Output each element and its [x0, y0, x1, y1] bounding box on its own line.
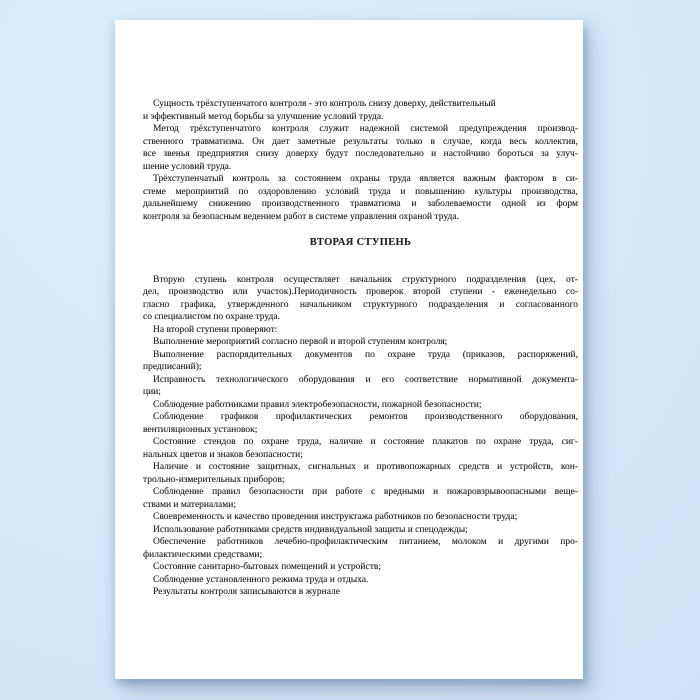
text-line: шение условий труда. — [143, 161, 232, 172]
paragraph — [143, 461, 578, 486]
text-line: ствами и материалами; — [143, 499, 236, 510]
text-line: ции; — [143, 387, 161, 397]
text-line: Выполнение мероприятий согласно первой и второй ступеням контроля; — [153, 337, 448, 347]
text-line: дел, производство или участок).Периодичность проверок второй ступени - еженедельно со- — [143, 287, 578, 297]
paragraph — [143, 411, 578, 436]
paragraph — [143, 123, 578, 173]
text-line: Выполнение распорядительных документов по охране труда (приказов, распоряжений, — [153, 349, 578, 360]
text-line: ственного травматизма. Он дает заметные результаты только в случае, когда весь коллектив, — [143, 136, 578, 147]
text-line: Использование работниками средств индивидуальной защиты и спецодежды; — [153, 524, 468, 535]
text-line: Вторую ступень контроля осуществляет начальник структурного подразделения (цех, от- — [153, 274, 578, 285]
text-line: Результаты контроля записываются в журнале — [153, 587, 340, 597]
paragraph — [143, 436, 578, 461]
text-line: Соблюдение установленного режима труда и отдыха. — [153, 574, 369, 585]
text-line: Состояние санитарно-бытовых помещений и устройств; — [153, 562, 382, 572]
text-line: филактическими средствами; — [143, 549, 263, 560]
text-line: Соблюдение графиков профилактических ремонтов производственного оборудования, — [153, 412, 578, 422]
text-line: все звенья предприятия снизу доверху будут последовательно и настойчиво бороться за улуч- — [143, 149, 578, 159]
text-line: Трёхступенчатый контроль за состоянием охраны труда является важным фактором в си- — [153, 174, 578, 184]
text-line: Обеспечение работников лечебно-профилактическим питанием, молоком и другими про- — [153, 537, 578, 547]
document-text — [143, 98, 578, 599]
text-line: На второй ступени проверяют: — [153, 324, 278, 335]
paragraph — [143, 374, 578, 399]
paragraph — [143, 349, 578, 374]
text-line: вентиляционных установок; — [143, 424, 258, 435]
text-line: Своевременность и качество проведения инструктажа работников по безопасности труда; — [153, 512, 518, 522]
text-line: предписаний); — [143, 362, 202, 372]
text-line: трольно-измерительных приборов; — [143, 474, 285, 485]
paragraph — [143, 486, 578, 511]
text-line: Соблюдение правил безопасности при работе с вредными и пожаровзрывоопасными веще- — [153, 487, 578, 497]
paragraph — [143, 399, 578, 412]
paragraph — [143, 324, 578, 337]
paragraph — [143, 524, 578, 537]
text-line: контроля за безопасным ведением работ в системе управления охраной труда. — [143, 211, 459, 222]
text-line: Сущность трёхступенчатого контроля - это контроль снизу доверху, действительный — [153, 99, 496, 109]
paragraph — [143, 98, 578, 123]
text-line: гласно графика, утвержденного начальником структурного подразделения и согласованного — [143, 299, 578, 310]
text-line: нальных цветов и знаков безопасности; — [143, 449, 303, 460]
section-heading: ВТОРАЯ СТУПЕНЬ — [309, 237, 412, 248]
text-line: и эффективный метод борьбы за улучшение условий труда. — [143, 111, 384, 122]
paragraph — [143, 173, 578, 223]
text-line: Состояние стендов по охране труда, наличие и состояние плакатов по охране труда, сиг- — [153, 437, 578, 447]
paragraph — [143, 511, 578, 524]
text-line: Метод трёхступенчатого контроля служит надежной системой предупреждения производ- — [153, 124, 578, 134]
paragraph — [143, 274, 578, 324]
paragraph — [143, 574, 578, 587]
text-line: Исправность технологического оборудования и его соответствие нормативной документа- — [153, 374, 578, 385]
paragraph — [143, 561, 578, 574]
text-line: стеме мероприятий по оздоровлению условий труда и повышению культуры производства, — [143, 186, 578, 197]
paragraph — [143, 536, 578, 561]
document-page — [115, 20, 583, 679]
text-line: Наличие и состояние защитных, сигнальных и противопожарных средств и устройств, кон- — [153, 462, 578, 472]
paragraph — [143, 586, 578, 599]
text-line: Соблюдение работниками правил электробезопасности, пожарной безопасности; — [153, 399, 482, 410]
text-line: дальнейшему снижению производственного травматизма и заболеваемости одной из форм — [143, 199, 578, 209]
paragraph — [143, 336, 578, 349]
text-line: со специалистом по охране труда. — [143, 312, 280, 322]
